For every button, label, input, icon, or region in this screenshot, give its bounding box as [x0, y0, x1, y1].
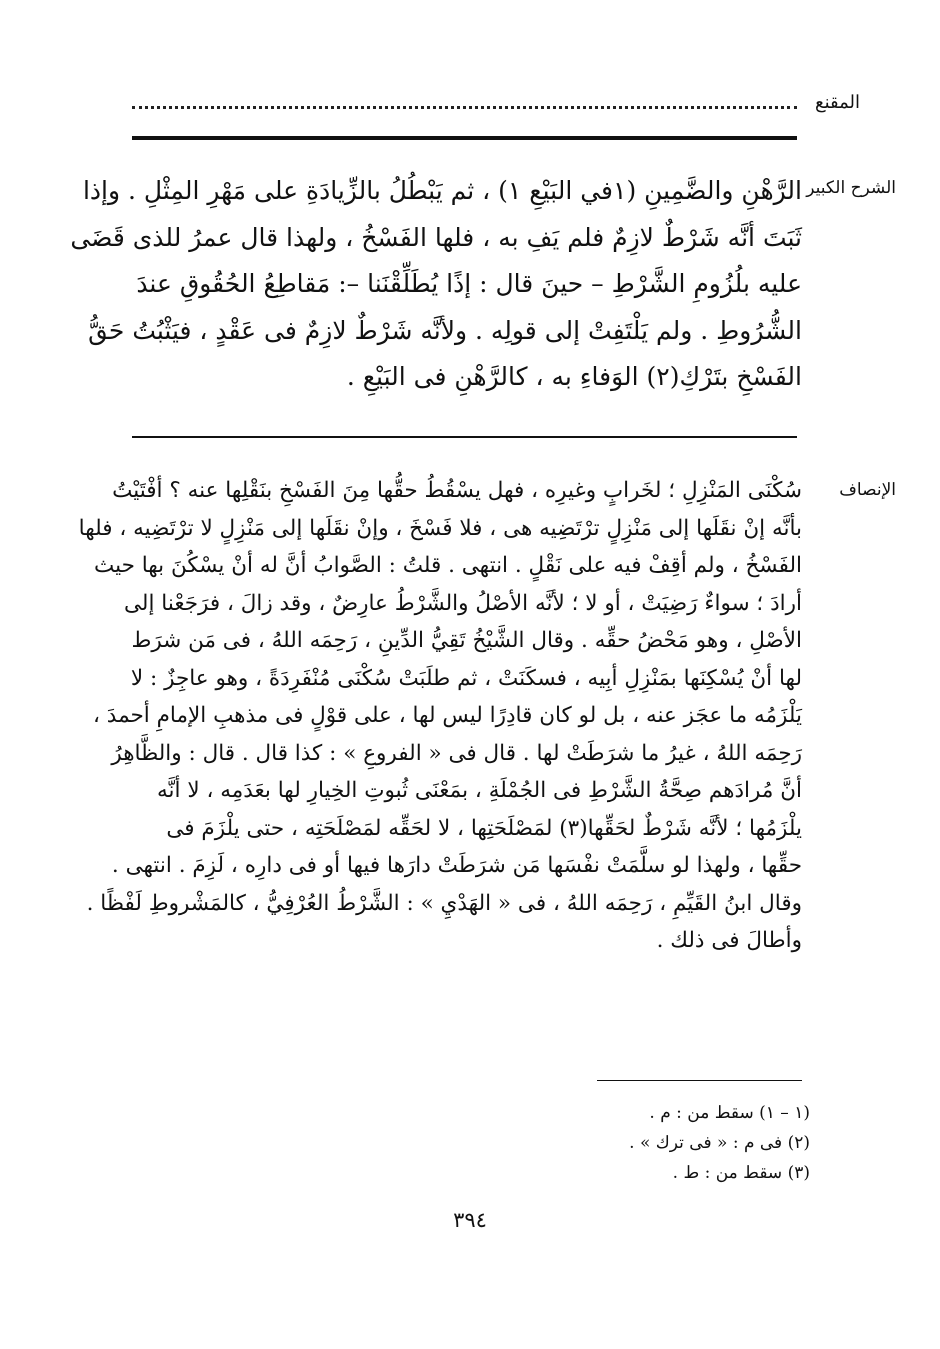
text-line: رَحِمَه اللهُ ، غيرُ ما شرَطَتْ لها . قال فى « الفروعِ » : كذا قال . قال : والظَّاهِرُ: [111, 740, 802, 766]
text-line: ثَبَتَ أنَّه شَرْطٌ لازِمٌ فلم يَفِ به ، فلها الفَسْخُ ، ولهذا قال عمرُ للذى قَضَى: [70, 222, 802, 252]
text-line: عليه بلُزُومِ الشَّرْطِ – حينَ قال : إذًا يُطَلِّقْنَنا –: مَقاطِعُ الحُقُوقِ عندَ: [136, 269, 802, 298]
text-line: وقال ابنُ القَيِّمِ ، رَحِمَه اللهُ ، فى « الهَدْيِ » : الشَّرْطُ العُرْفِيُّ ، كالمَشْروطِ لَفْظًا .: [86, 890, 802, 916]
text-line: يَلْزَمُه ما عجَز عنه ، بل لو كان قادِرًا ليس لها ، على قوْلٍ فى مذهبِ الإمامِ أحمدَ ،: [93, 703, 802, 728]
text-line: لها أنْ يُسْكِنَها بمَنْزِلِ أبِيه ، فسكَنَتْ ، ثم طلَبَتْ سُكْنَى مُنْفَرِدَةً ، وهو عاجِزٌ : لا: [130, 665, 802, 691]
running-title: المقنع: [814, 92, 860, 113]
text-line: بأنَّه إنْ نقَلَها إلى مَنْزِلٍ ترْتَضِيه هى ، فلا فَسْخَ ، وإنْ نقَلَها إلى مَنْزِلٍ لا ترْتَضِيه ، فلها: [78, 515, 802, 541]
insaf-text-block: [78, 472, 802, 960]
text-line: وأطالَ فى ذلك .: [656, 928, 802, 953]
footnote: (١ – ١) سقط من : م .: [649, 1103, 810, 1123]
footnote: (٣) سقط من : ط .: [672, 1163, 810, 1183]
text-line: حقِّها ، ولهذا لو سلَّمَتْ نفْسَها مَن شرَطَتْ دارَها فيها أو فى دارِه ، لَزِمَ . انتهى .: [111, 853, 802, 878]
text-line: أرادَ ؛ سواءٌ رَضِيَتْ ، أو لا ؛ لأنَّه الأصْلُ والشَّرْطُ عارِضٌ ، وقد زالَ ، فرَجَعْنا إلى: [124, 590, 802, 616]
section-divider: [132, 436, 797, 438]
sharh-text-block: [70, 168, 802, 401]
footnote-rule: [597, 1080, 802, 1081]
text-line: سُكْنَى المَنْزِلِ ؛ لخَرابٍ وغيرِه ، فهل يسْقُطُ حقُّها مِنَ الفَسْخِ بنَقْلِها عنه ؟ أفْتَيْتُ: [112, 478, 802, 503]
footnote: (٢) فى م : « فى ترك » .: [629, 1133, 810, 1153]
text-line: أنَّ مُرادَهم صِحَّةُ الشَّرْطِ فى الجُمْلَةِ ، بمَعْنَى ثُبوتِ الخِيارِ لها بعَدَمِه ، لا أنَّه: [157, 778, 802, 803]
text-line: الشُّرُوطِ . ولم يَلْتَفِتْ إلى قولِه . ولأنَّه شَرْطٌ لازِمٌ فى عَقْدٍ ، فيَثْبُتُ حَقُّ: [88, 315, 802, 345]
text-line: الأصْلِ ، وهو مَحْضُ حقِّه . وقال الشَّيْخُ تَقِيُّ الدِّينِ ، رَحِمَه اللهُ ، فى مَن شرَط: [131, 628, 802, 653]
text-line: الفَسْخِ بتَرْكِ(٢) الوَفاءِ به ، كالرَّهْنِ فى البَيْعِ .: [346, 362, 802, 391]
footnotes: [410, 1098, 810, 1188]
header-rule: [132, 136, 797, 140]
section-label-insaf: الإنصاف: [839, 480, 896, 500]
text-line: الفَسْخُ ، ولم أقِفْ فيه على نَقْلٍ . انتهى . قلتُ : الصَّوابُ أنَّ له أنْ يسْكُنَ بها حيث: [94, 553, 802, 578]
text-line: الرَّهْنِ والضَّمِينِ (١في البَيْعِ ١) ، ثم يَبْطُلُ بالزِّيادَةِ على مَهْرِ المِثْلِ . وإذا: [82, 176, 802, 205]
dotted-header-line: [132, 96, 797, 109]
section-label-sharh: الشرح الكبير: [806, 178, 896, 198]
text-line: يلْزَمُها ؛ لأنَّه شَرْطٌ لحَقِّها(٣) لمَصْلَحَتِها ، لا لحَقِّه لمَصْلَحَتِه ، حتى يلْزَمَ فى: [166, 815, 802, 841]
page-number: ٣٩٤: [453, 1208, 487, 1232]
